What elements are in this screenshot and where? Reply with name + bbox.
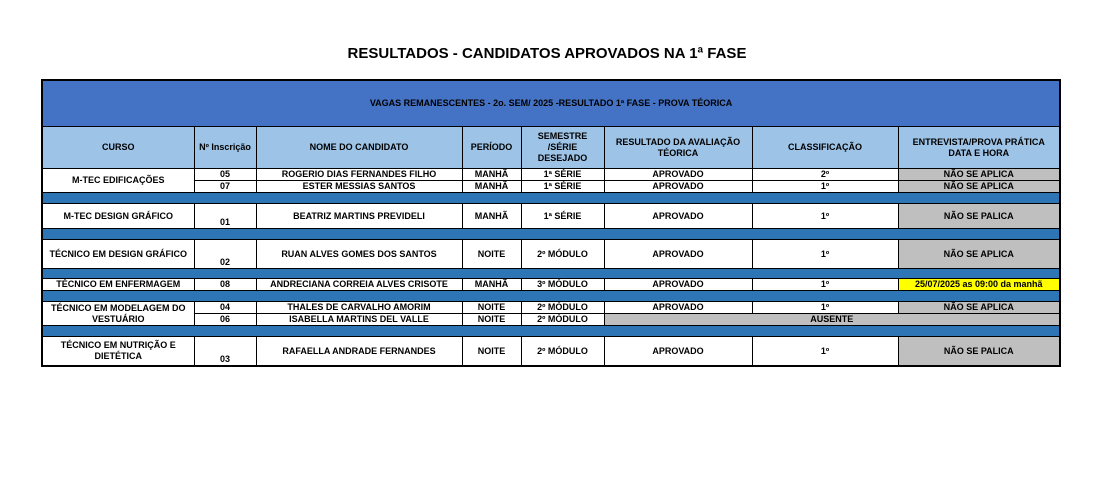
banner-row xyxy=(42,80,1060,127)
candidate-name: RAFAELLA ANDRADE FERNANDES xyxy=(256,337,462,367)
resultado-cell: APROVADO xyxy=(604,169,752,181)
periodo-cell: MANHÃ xyxy=(462,279,521,291)
table-row xyxy=(42,302,1060,314)
entrevista-cell: NÃO SE PALICA xyxy=(898,337,1060,367)
candidate-name: RUAN ALVES GOMES DOS SANTOS xyxy=(256,240,462,269)
inscricao-cell: 02 xyxy=(194,240,256,269)
entrevista-cell: NÃO SE PALICA xyxy=(898,204,1060,229)
semestre-cell: 3º MÓDULO xyxy=(521,279,604,291)
header-inscricao: Nº Inscrição xyxy=(194,127,256,169)
semestre-cell: 1ª SÉRIE xyxy=(521,181,604,193)
header-periodo: PERÍODO xyxy=(462,127,521,169)
candidate-name: ROGERIO DIAS FERNANDES FILHO xyxy=(256,169,462,181)
periodo-cell: NOITE xyxy=(462,314,521,326)
classificacao-cell: 1º xyxy=(752,302,898,314)
classificacao-cell: 1º xyxy=(752,337,898,367)
header-curso: CURSO xyxy=(42,127,194,169)
inscricao-cell: 05 xyxy=(194,169,256,181)
resultado-cell: APROVADO xyxy=(604,181,752,193)
resultado-cell: APROVADO xyxy=(604,337,752,367)
inscricao-cell: 03 xyxy=(194,337,256,367)
semestre-cell: 2º MÓDULO xyxy=(521,314,604,326)
banner-title: VAGAS REMANESCENTES - 2o. SEM/ 2025 -RESULTADO 1ª FASE - PROVA TÉORICA xyxy=(42,80,1060,127)
separator-row xyxy=(42,326,1060,337)
inscricao-cell: 07 xyxy=(194,181,256,193)
candidate-name: ANDRECIANA CORREIA ALVES CRISOTE xyxy=(256,279,462,291)
semestre-cell: 2º MÓDULO xyxy=(521,337,604,367)
semestre-cell: 2º MÓDULO xyxy=(521,240,604,269)
classificacao-cell: 1º xyxy=(752,279,898,291)
results-table xyxy=(41,79,1061,367)
course-cell: M-TEC DESIGN GRÁFICO xyxy=(42,204,194,229)
header-nome: NOME DO CANDIDATO xyxy=(256,127,462,169)
entrevista-cell: NÃO SE APLICA xyxy=(898,240,1060,269)
classificacao-cell: 2º xyxy=(752,169,898,181)
classificacao-cell: 1º xyxy=(752,240,898,269)
inscricao-cell: 06 xyxy=(194,314,256,326)
absent-cell: AUSENTE xyxy=(604,314,1060,326)
resultado-cell: APROVADO xyxy=(604,204,752,229)
separator-row xyxy=(42,291,1060,302)
separator-row xyxy=(42,193,1060,204)
separator-row xyxy=(42,229,1060,240)
table-row xyxy=(42,240,1060,269)
page-title: RESULTADOS - CANDIDATOS APROVADOS NA 1ª FASE xyxy=(347,45,747,62)
separator-row xyxy=(42,269,1060,279)
periodo-cell: MANHÃ xyxy=(462,181,521,193)
candidate-name: ESTER MESSIAS SANTOS xyxy=(256,181,462,193)
table-row xyxy=(42,314,1060,326)
interview-date-cell: 25/07/2025 as 09:00 da manhã xyxy=(898,279,1060,291)
resultado-cell: APROVADO xyxy=(604,279,752,291)
table-row xyxy=(42,279,1060,291)
course-cell: M-TEC EDIFICAÇÕES xyxy=(42,169,194,193)
course-cell: TÉCNICO EM ENFERMAGEM xyxy=(42,279,194,291)
inscricao-cell: 01 xyxy=(194,204,256,229)
table-row xyxy=(42,169,1060,181)
header-semestre: SEMESTRE /SÉRIE DESEJADO xyxy=(521,127,604,169)
course-cell: TÉCNICO EM MODELAGEM DO VESTUÁRIO xyxy=(42,302,194,326)
periodo-cell: MANHÃ xyxy=(462,204,521,229)
periodo-cell: NOITE xyxy=(462,240,521,269)
entrevista-cell: NÃO SE APLICA xyxy=(898,181,1060,193)
candidate-name: BEATRIZ MARTINS PREVIDELI xyxy=(256,204,462,229)
periodo-cell: NOITE xyxy=(462,337,521,367)
periodo-cell: MANHÃ xyxy=(462,169,521,181)
header-row xyxy=(42,127,1060,169)
inscricao-cell: 08 xyxy=(194,279,256,291)
header-resultado: RESULTADO DA AVALIAÇÃO TÉORICA xyxy=(604,127,752,169)
candidate-name: THALES DE CARVALHO AMORIM xyxy=(256,302,462,314)
table-row xyxy=(42,204,1060,229)
table-row xyxy=(42,181,1060,193)
entrevista-cell: NÃO SE APLICA xyxy=(898,169,1060,181)
header-classificacao: CLASSIFICAÇÃO xyxy=(752,127,898,169)
entrevista-cell: NÃO SE APLICA xyxy=(898,302,1060,314)
header-entrevista: ENTREVISTA/PROVA PRÁTICA DATA E HORA xyxy=(898,127,1060,169)
inscricao-cell: 04 xyxy=(194,302,256,314)
candidate-name: ISABELLA MARTINS DEL VALLE xyxy=(256,314,462,326)
classificacao-cell: 1º xyxy=(752,181,898,193)
course-cell: TÉCNICO EM NUTRIÇÃO E DIETÉTICA xyxy=(42,337,194,367)
resultado-cell: APROVADO xyxy=(604,302,752,314)
periodo-cell: NOITE xyxy=(462,302,521,314)
resultado-cell: APROVADO xyxy=(604,240,752,269)
course-cell: TÉCNICO EM DESIGN GRÁFICO xyxy=(42,240,194,269)
semestre-cell: 2º MÓDULO xyxy=(521,302,604,314)
classificacao-cell: 1º xyxy=(752,204,898,229)
table-row xyxy=(42,337,1060,367)
semestre-cell: 1ª SÉRIE xyxy=(521,169,604,181)
semestre-cell: 1ª SÉRIE xyxy=(521,204,604,229)
